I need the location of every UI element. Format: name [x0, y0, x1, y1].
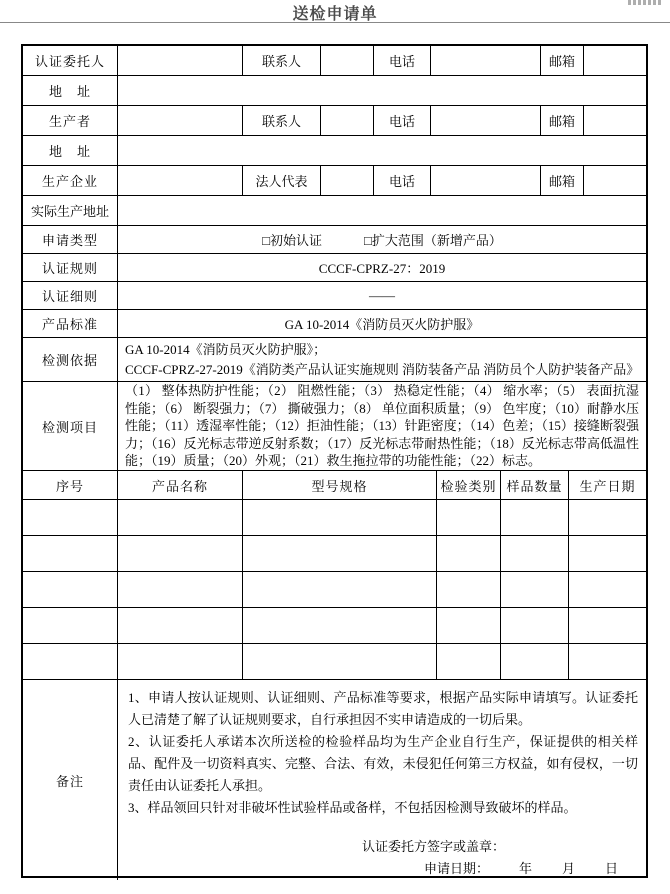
factory-email-input[interactable] [584, 166, 646, 195]
cert-rule-label: 认证规则 [23, 254, 118, 281]
product-row-4 [23, 608, 646, 644]
factory-legal-rep-input[interactable] [321, 166, 374, 195]
col-header-product-name: 产品名称 [118, 471, 243, 499]
col-header-inspection-category: 检验类别 [437, 471, 501, 499]
product-qty-input[interactable] [501, 644, 569, 679]
application-date-line[interactable] [424, 858, 618, 880]
remarks-item-2: 2、认证委托人承诺本次所送检的检验样品均为生产企业自行生产，保证提供的相关样品、配件及一切资料真实、完整、合法、有效，未侵犯任何第三方权益，如有侵权，一切责任由认证委托人承担。 [128, 734, 638, 793]
product-model-input[interactable] [243, 572, 437, 607]
product-date-input[interactable] [569, 536, 646, 571]
product-row-1 [23, 500, 646, 536]
application-type-label: 申请类型 [23, 226, 118, 253]
test-items-label: 检测项目 [23, 382, 118, 470]
product-qty-input[interactable] [501, 608, 569, 643]
cert-rule-value: CCCF-CPRZ-27：2019 [318, 261, 446, 276]
application-type-row [23, 226, 646, 254]
product-seq-input[interactable] [23, 608, 118, 643]
product-date-input[interactable] [569, 644, 646, 679]
product-category-input[interactable] [437, 572, 501, 607]
producer-name-input[interactable] [118, 106, 243, 135]
page-title: 送检申请单 [292, 4, 378, 23]
product-qty-input[interactable] [501, 572, 569, 607]
product-standard-value: GA 10-2014《消防员灭火防护服》 [284, 317, 480, 332]
product-category-input[interactable] [437, 500, 501, 535]
col-header-model-spec: 型号规格 [243, 471, 437, 499]
producer-address-label: 地 址 [23, 136, 118, 165]
product-category-input[interactable] [437, 536, 501, 571]
producer-contact-label: 联系人 [243, 106, 321, 135]
product-standard-label: 产品标准 [23, 310, 118, 337]
col-header-production-date: 生产日期 [579, 478, 636, 494]
product-qty-input[interactable] [501, 500, 569, 535]
factory-phone-input[interactable] [431, 166, 541, 195]
remarks-item-3: 3、样品领回只针对非破坏性试验样品或备样，不包括因检测导致破坏的样品。 [128, 800, 577, 815]
applicant-label: 认证委托人 [23, 46, 118, 75]
test-basis-label: 检测依据 [23, 338, 118, 381]
applicant-name-input[interactable] [118, 46, 243, 75]
product-name-input[interactable] [118, 536, 243, 571]
remarks-content [118, 680, 646, 880]
producer-row [23, 106, 646, 136]
cert-detail-label: 认证细则 [23, 282, 118, 309]
cert-detail-row [23, 282, 646, 310]
test-basis-line1: GA 10-2014《消防员灭火防护服》； [125, 342, 327, 357]
remarks-item-1: 1、申请人按认证规则、认证细则、产品标准等要求，根据产品实际申请填写。认证委托人已清楚了解了认证规则要求，自行承担因不实申请造成的一切后果。 [128, 690, 638, 727]
product-date-input[interactable] [569, 608, 646, 643]
col-header-sample-qty: 样品数量 [501, 471, 569, 499]
producer-label: 生产者 [23, 106, 118, 135]
title-divider [0, 22, 670, 23]
producer-address-row [23, 136, 646, 166]
inspection-application-form [21, 44, 648, 878]
corner-watermark [628, 0, 662, 5]
product-name-input[interactable] [118, 572, 243, 607]
product-standard-row [23, 310, 646, 338]
applicant-phone-label: 电话 [374, 46, 431, 75]
test-items-row [23, 382, 646, 471]
remarks-row [23, 680, 646, 880]
producer-address-input[interactable] [118, 136, 646, 165]
date-unit-year: 年 [519, 861, 533, 876]
product-category-input[interactable] [437, 644, 501, 679]
applicant-phone-input[interactable] [431, 46, 541, 75]
factory-address-input[interactable] [118, 196, 646, 225]
applicant-email-label: 邮箱 [541, 46, 584, 75]
applicant-address-row [23, 76, 646, 106]
product-name-input[interactable] [118, 500, 243, 535]
producer-contact-input[interactable] [321, 106, 374, 135]
applicant-contact-input[interactable] [321, 46, 374, 75]
factory-legal-rep-label: 法人代表 [243, 166, 321, 195]
test-basis-row [23, 338, 646, 382]
product-name-input[interactable] [118, 608, 243, 643]
factory-label: 生产企业 [23, 166, 118, 195]
checkbox-initial-certification[interactable]: □初始认证 [262, 233, 322, 248]
test-basis-line2: CCCF-CPRZ-27-2019《消防类产品认证实施规则 消防装备产品 消防员个人防护装备产品》 [125, 362, 640, 377]
product-seq-input[interactable] [23, 500, 118, 535]
cert-detail-value: —— [369, 287, 395, 303]
remarks-label: 备注 [23, 680, 118, 880]
product-seq-input[interactable] [23, 572, 118, 607]
product-model-input[interactable] [243, 608, 437, 643]
product-model-input[interactable] [243, 536, 437, 571]
factory-name-input[interactable] [118, 166, 243, 195]
applicant-contact-label: 联系人 [243, 46, 321, 75]
product-model-input[interactable] [243, 644, 437, 679]
col-header-seq: 序号 [23, 471, 118, 499]
test-basis-value [118, 338, 646, 381]
checkbox-expand-scope[interactable]: □扩大范围（新增产品） [364, 233, 502, 248]
product-seq-input[interactable] [23, 536, 118, 571]
factory-email-label: 邮箱 [541, 166, 584, 195]
product-model-input[interactable] [243, 500, 437, 535]
factory-address-label: 实际生产地址 [23, 196, 118, 225]
product-category-input[interactable] [437, 608, 501, 643]
product-row-5 [23, 644, 646, 680]
producer-email-label: 邮箱 [541, 106, 584, 135]
applicant-email-input[interactable] [584, 46, 646, 75]
applicant-row [23, 46, 646, 76]
producer-phone-label: 电话 [374, 106, 431, 135]
product-seq-input[interactable] [23, 644, 118, 679]
test-items-value: （1） 整体热防护性能；（2） 阻燃性能；（3） 热稳定性能；（4） 缩水率；（5） 表面抗湿性能；（6） 断裂强力；（7） 撕破强力；（8） 单位面积质量；（9） 色牢度；（10）耐静水压性能；（11）透湿率性能；（12）拒油性能；（13）针距密度；（14）色差；（15）接缝断裂强力；（16）反光标志带逆反射系数；（17）反光标志带耐热性能；（18）反光标志带高低温性能；（19）质量；（20）外观；（21）救生拖拉带的功能性能；（22）标志。 [125, 383, 639, 469]
product-name-input[interactable] [118, 644, 243, 679]
product-date-input[interactable] [569, 572, 646, 607]
date-unit-month: 月 [562, 861, 576, 876]
product-qty-input[interactable] [501, 536, 569, 571]
factory-address-row [23, 196, 646, 226]
factory-phone-label: 电话 [374, 166, 431, 195]
producer-email-input[interactable] [584, 106, 646, 135]
application-type-options [118, 226, 646, 253]
cert-rule-row [23, 254, 646, 282]
product-table-header [23, 471, 646, 500]
application-date-label: 申请日期： [424, 861, 490, 876]
producer-phone-input[interactable] [431, 106, 541, 135]
product-row-2 [23, 536, 646, 572]
factory-row [23, 166, 646, 196]
signature-or-seal-line[interactable]: 认证委托方签字或盖章： [362, 839, 506, 854]
applicant-address-label: 地 址 [23, 76, 118, 105]
date-unit-day: 日 [605, 861, 619, 876]
product-row-3 [23, 572, 646, 608]
applicant-address-input[interactable] [118, 76, 646, 105]
product-date-input[interactable] [569, 500, 646, 535]
